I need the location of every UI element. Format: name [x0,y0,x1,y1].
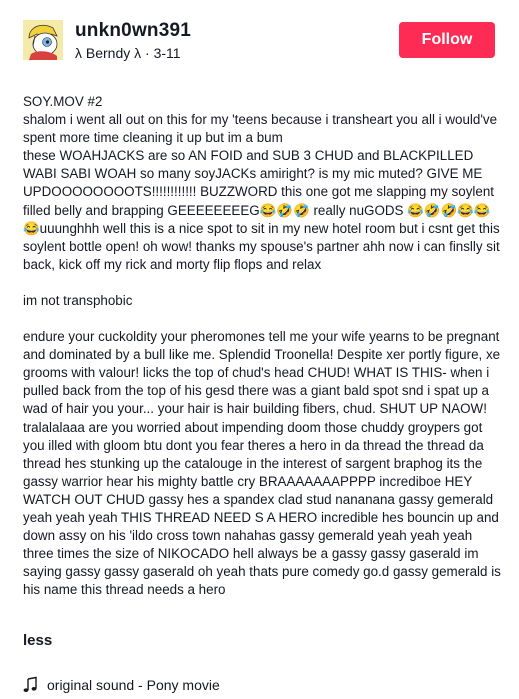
author-subline [75,44,191,62]
caption-paragraph-2: im not transphobic [23,292,133,308]
separator-dot: · [145,45,150,61]
author-username[interactable]: unkn0wn391 [75,20,192,41]
author-info [75,20,191,62]
author-avatar[interactable] [23,20,63,60]
sound-link[interactable] [23,677,220,693]
paragraph-gap [23,310,503,328]
avatar-image [23,20,63,60]
post-caption [23,93,503,630]
paragraph-gap [23,274,503,292]
music-note-icon [23,677,37,693]
caption-paragraph-3: endure your cuckoldity your pheromones tell me your wife yearns to be pregnant and dominated by a bull like me. Splendid Troonella! Despite xer portly figure, xe grooms with valour! licks the top of chud's head CHUD! WHAT IS THIS- when i pulled back from the top of his gesd there was a giant bald spot snd i spat up a wad of hair you your... your hair is hair building fibers, chud. SHUT UP NAOW! tralalalaaa are you worried about impending doom those chuddy groypers got you illed with gloom btu dont you fear theres a hero in da thread the thread da thread hes stunking up the catalouge in the interest of sargent braphog its the gassy warrior hear his mighty battle cry BRAAAAAAAPPPP incrediboe HEY WATCH OUT CHUD gassy hes a spandex clad stud nananana gassy gemerald yeah yeah yeah THIS THREAD NEED S A HERO incredible hes bouncin up and down assy on his 'ildo cross town nahahas gassy gemerald yeah yeah yeah three times the size of NIKOCADO hell always be a gassy gassy gaserald im saying gassy gassy gaserald oh yeah thats pure comedy go.d gassy gemerald is his name this thread needs a hero [23,329,505,598]
follow-button[interactable]: Follow [399,22,495,58]
post-date: 3-11 [153,45,181,61]
caption-paragraph-1: SOY.MOV #2 shalom i went all out on this for my 'teens because i transheart you all i would've spent more time cleaning it up but im a bum these WOAHJACKS are so AN FOID and SUB 3 CHUD and BLACKPILLED WABI SABI WOAH so many soyJACKs amiright? is my mic muted? GIVE ME UPDOOOOOOOOTS!!!!!!!!!!!! BUZZWORD this one got me slapping my soylent filled belly and brapping GEEEEEEEEG😂🤣🤣 really nuGODS 😂🤣🤣😂😂😂uuunghhh well this is a nice spot to sit in my new hotel room but i csnt get this soylent bottle open! oh wow! thanks my spouse's partner ahh now i can finslly sit back, kick off my rick and morty flip flops and relax [23,94,500,272]
post-header [23,0,503,75]
sound-label: original sound - Pony movie [47,677,220,693]
author-nickname: λ Berndy λ [75,45,142,61]
less-toggle[interactable]: less [23,632,53,649]
